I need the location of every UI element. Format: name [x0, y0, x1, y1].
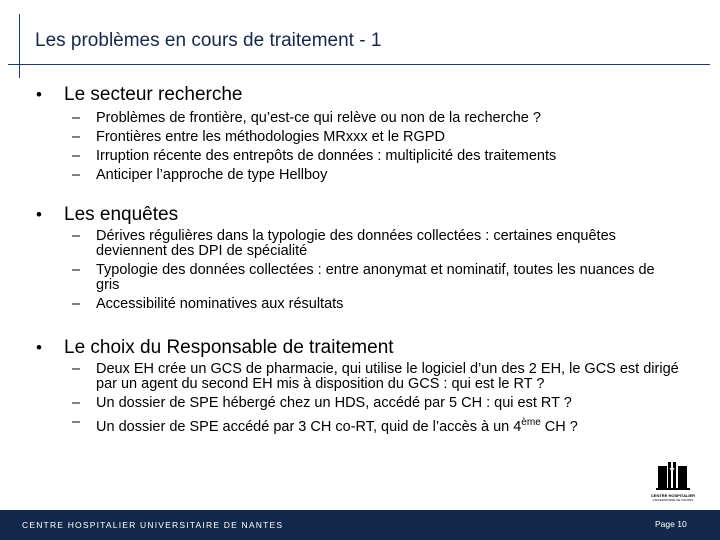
list-item	[36, 297, 676, 312]
list-item	[36, 130, 676, 145]
section-enquetes	[36, 204, 676, 316]
dash-icon: –	[72, 148, 81, 164]
list-item-text: Anticiper l’approche de type Hellboy	[96, 167, 328, 183]
dash-icon: –	[72, 129, 81, 145]
dash-icon: –	[72, 414, 81, 430]
list-item-text: Un dossier de SPE hébergé chez un HDS, accédé par 5 CH : qui est RT ?	[96, 395, 572, 411]
list-item-text: Accessibilité nominatives aux résultats	[96, 296, 344, 312]
list-item-text: Dérives régulières dans la typologie des données collectées : certaines enquêtes deviennent des DPI de spécialité	[96, 228, 616, 259]
logo-text	[648, 493, 698, 502]
bullet-icon: •	[36, 338, 42, 357]
section-heading-row	[36, 84, 676, 106]
vertical-rule	[19, 14, 20, 78]
dash-icon: –	[72, 361, 81, 377]
logo-icon	[648, 460, 698, 494]
list-item	[36, 229, 676, 259]
chu-nantes-logo	[648, 460, 698, 505]
logo-subtitle: UNIVERSITAIRE DE NANTES	[652, 498, 694, 502]
list-item	[36, 263, 676, 293]
sub-list	[36, 361, 679, 435]
list-item-text: Frontières entre les méthodologies MRxxx et le RGPD	[96, 129, 445, 145]
dash-icon: –	[72, 228, 81, 244]
list-item	[36, 111, 676, 126]
page-number: Page 10	[655, 519, 687, 529]
list-item-text: Irruption récente des entrepôts de données : multiplicité des traitements	[96, 148, 557, 164]
section-heading: Les enquêtes	[64, 204, 179, 225]
sub-list	[36, 229, 676, 312]
dash-icon: –	[72, 167, 81, 183]
list-item	[36, 396, 696, 411]
section-heading-row	[36, 337, 676, 359]
list-item	[36, 415, 696, 435]
list-item-text: Typologie des données collectées : entre anonymat et nominatif, toutes les nuances de gris	[96, 262, 655, 293]
section-responsable	[36, 337, 679, 439]
section-recherche	[36, 84, 676, 187]
bullet-icon: •	[36, 205, 42, 224]
dash-icon: –	[72, 262, 81, 278]
footer-bar	[0, 510, 720, 540]
footer-institution: CENTRE HOSPITALIER UNIVERSITAIRE DE NANTES	[22, 520, 284, 530]
section-heading: Le secteur recherche	[64, 84, 243, 105]
list-item	[36, 168, 676, 183]
slide-title: Les problèmes en cours de traitement - 1	[35, 30, 382, 51]
list-item-text: Problèmes de frontière, qu’est-ce qui relève ou non de la recherche ?	[96, 110, 541, 126]
sub-list	[36, 111, 676, 183]
horizontal-rule	[8, 64, 710, 65]
list-item	[36, 149, 676, 164]
section-heading: Le choix du Responsable de traitement	[64, 337, 394, 358]
list-item-text: Un dossier de SPE accédé par 3 CH co-RT, quid de l’accès à un 4ème CH ?	[96, 417, 578, 435]
list-item-text: Deux EH crée un GCS de pharmacie, qui utilise le logiciel d’un des 2 EH, le GCS est dirigé par un agent du second EH mis à disposition du GCS : qui est le RT ?	[96, 361, 679, 392]
dash-icon: –	[72, 110, 81, 126]
section-heading-row	[36, 204, 676, 226]
list-item	[36, 362, 696, 392]
dash-icon: –	[72, 395, 81, 411]
dash-icon: –	[72, 296, 81, 312]
bullet-icon: •	[36, 85, 42, 104]
logo-title: CENTRE HOSPITALIER	[650, 493, 696, 498]
